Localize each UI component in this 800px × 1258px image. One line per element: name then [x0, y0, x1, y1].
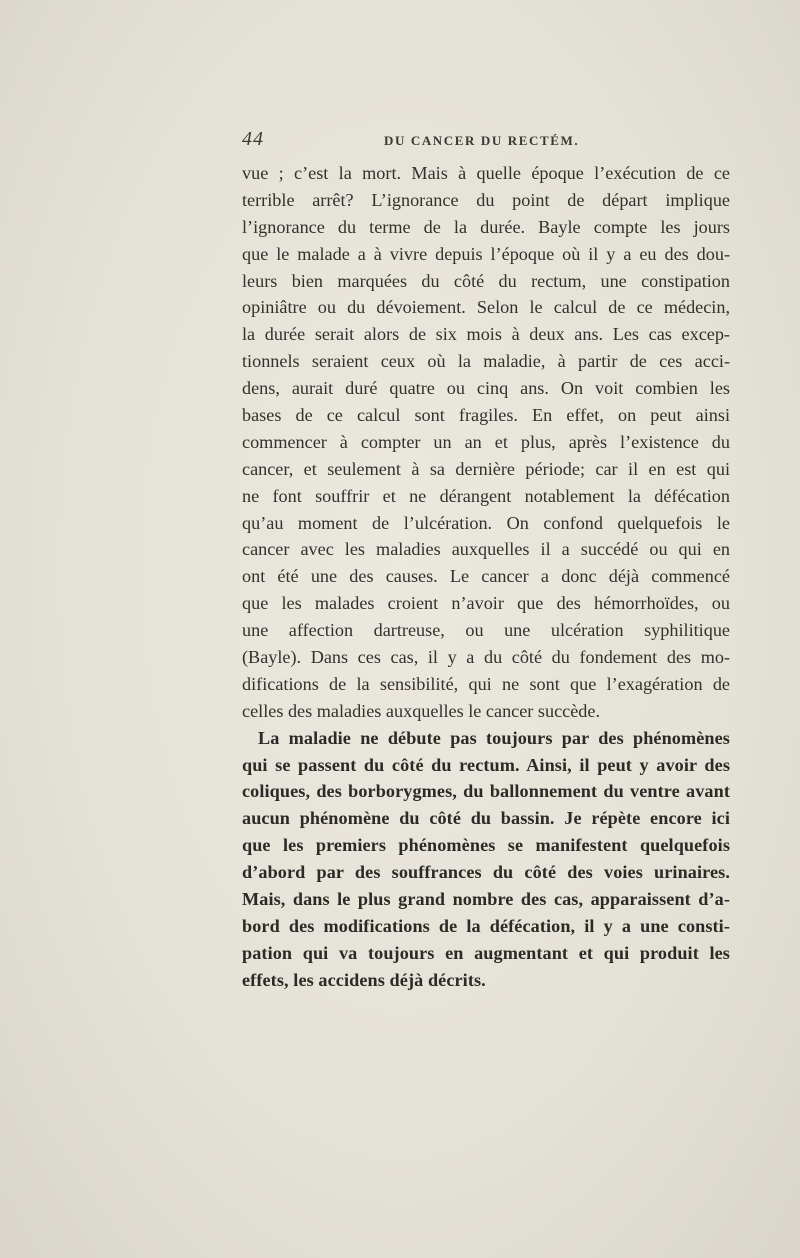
text-line: (Bayle). Dans ces cas, il y a du côté du fondement des mo- — [242, 647, 730, 668]
text-line: l’ignorance du terme de la durée. Bayle compte les jours — [242, 216, 730, 237]
text-line: aucun phénomène du côté du bassin. Je répète encore ici — [242, 808, 730, 829]
text-line: difications de la sensibilité, qui ne sont que l’exagération de — [242, 673, 730, 694]
running-head: DU CANCER DU RECTÉM. — [384, 133, 580, 148]
text-line: ont été une des causes. Le cancer a donc déjà commencé — [242, 566, 730, 587]
paragraph-1 — [242, 160, 730, 725]
text-line: pation qui va toujours en augmentant et qui produit les — [242, 942, 730, 963]
text-line: bord des modifications de la défécation, il y a une consti- — [242, 915, 730, 936]
text-line: terrible arrêt? L’ignorance du point de départ implique — [242, 189, 730, 210]
text-line: effets, les accidens déjà décrits. — [242, 969, 486, 990]
text-line: vue ; c’est la mort. Mais à quelle époque l’exécution de ce — [242, 163, 730, 183]
page-header — [242, 128, 728, 152]
text-line: celles des maladies auxquelles le cancer succède. — [242, 700, 601, 721]
text-line: ne font souffrir et ne dérangent notablement la défécation — [242, 485, 730, 506]
text-line: qu’au moment de l’ulcération. On confond quelquefois le — [242, 512, 730, 533]
text-line: dens, aurait duré quatre ou cinq ans. On voit combien les — [242, 378, 730, 399]
text-line: cancer, et seulement à sa dernière période; car il en est qui — [242, 458, 730, 479]
text-line: une affection dartreuse, ou une ulcération syphilitique — [242, 620, 730, 641]
body-text — [242, 160, 730, 994]
text-line: opiniâtre ou du dévoiement. Selon le calcul de ce médecin, — [242, 297, 730, 318]
text-line: que le malade a à vivre depuis l’époque où il y a eu des dou- — [242, 243, 730, 264]
text-line: la durée serait alors de six mois à deux ans. Les cas excep- — [242, 324, 730, 345]
paragraph-2 — [242, 725, 730, 994]
text-line: La maladie ne débute pas toujours par des phénomènes — [258, 727, 730, 748]
text-line: coliques, des borborygmes, du ballonnement du ventre avant — [242, 781, 730, 802]
text-line: bases de ce calcul sont fragiles. En effet, on peut ainsi — [242, 405, 730, 426]
text-line: que les malades croient n’avoir que des hémorrhoïdes, ou — [242, 593, 730, 614]
text-line: cancer avec les maladies auxquelles il a succédé ou qui en — [242, 539, 730, 560]
text-line: leurs bien marquées du côté du rectum, une constipation — [242, 270, 730, 291]
text-line: Mais, dans le plus grand nombre des cas, apparaissent d’a- — [242, 889, 730, 910]
text-line: commencer à compter un an et plus, après l’existence du — [242, 431, 730, 452]
text-line: que les premiers phénomènes se manifestent quelquefois — [242, 835, 730, 856]
page-number: 44 — [242, 128, 264, 150]
text-line: d’abord par des souffrances du côté des voies urinaires. — [242, 862, 730, 883]
text-line: tionnels seraient ceux où la maladie, à partir de ces acci- — [242, 351, 730, 372]
text-line: qui se passent du côté du rectum. Ainsi, il peut y avoir des — [242, 754, 730, 775]
